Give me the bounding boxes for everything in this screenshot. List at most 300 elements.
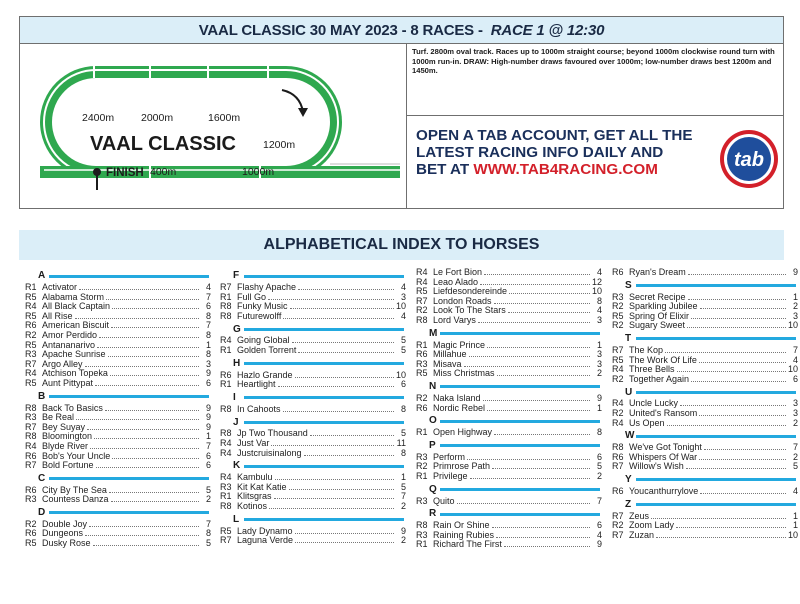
horse-number: 6 — [205, 301, 211, 312]
race-number: R3 — [416, 495, 428, 506]
horse-name: The Work Of Life — [629, 354, 697, 365]
leader-dots — [304, 450, 394, 456]
horse-number: 8 — [400, 447, 406, 458]
race-number: R7 — [612, 529, 624, 540]
race-number: R8 — [220, 403, 232, 414]
horse-number: 5 — [596, 461, 602, 472]
race-number: R6 — [25, 450, 37, 461]
leader-dots — [691, 376, 786, 382]
index-column-2 — [220, 268, 406, 546]
horse-name: Kotinos — [237, 500, 268, 511]
race-number: R5 — [25, 339, 37, 350]
race-number: R7 — [25, 358, 37, 369]
race-number: R8 — [220, 500, 232, 511]
leader-dots — [93, 540, 199, 546]
letter-group — [220, 357, 406, 390]
horse-name: United's Ransom — [629, 407, 698, 418]
horse-number: 3 — [792, 407, 798, 418]
leader-dots — [85, 361, 199, 367]
letter-group — [416, 483, 602, 507]
race-number: R5 — [220, 525, 232, 536]
horse-number: 9 — [792, 267, 798, 277]
leader-dots — [269, 503, 394, 509]
horse-number: 10 — [592, 286, 603, 297]
race-number: R5 — [25, 291, 37, 302]
letter-divider — [636, 478, 796, 481]
horse-number: 7 — [205, 291, 211, 302]
race-number: R6 — [220, 369, 232, 380]
horse-name: London Roads — [433, 295, 492, 306]
race-number: R7 — [25, 460, 37, 471]
letter-divider — [440, 488, 600, 491]
race-number: R3 — [416, 451, 428, 462]
horse-name: Rain Or Shine — [433, 520, 490, 531]
leader-dots — [457, 498, 590, 504]
letter-group — [25, 269, 211, 389]
race-number: R4 — [612, 398, 624, 409]
leader-dots — [271, 440, 394, 446]
leader-dots — [487, 342, 590, 348]
letter-group — [25, 506, 211, 549]
index-column-4 — [612, 268, 798, 540]
leader-dots — [487, 405, 590, 411]
letter-heading — [612, 385, 798, 399]
race-number: R3 — [25, 349, 37, 360]
marker-400m: 400m — [150, 166, 177, 178]
leader-dots — [464, 361, 590, 367]
index-column-3 — [416, 268, 602, 550]
letter-heading — [220, 415, 406, 429]
leader-dots — [478, 317, 590, 323]
horse-entry — [416, 472, 602, 482]
leader-dots — [496, 532, 590, 538]
horse-name: Sugary Sweet — [629, 320, 686, 331]
horse-name: Le Fort Bion — [433, 267, 483, 277]
leader-dots — [699, 357, 786, 363]
horse-name: Blyde River — [42, 440, 89, 451]
letter-group — [220, 322, 406, 355]
horse-number: 4 — [205, 282, 211, 292]
race-number: R3 — [416, 358, 428, 369]
letter-group — [25, 390, 211, 471]
horse-number: 10 — [788, 320, 799, 331]
horse-number: 5 — [792, 461, 798, 472]
horse-number: 7 — [205, 440, 211, 451]
race-number: R4 — [25, 440, 37, 451]
letter-divider — [440, 513, 600, 516]
horse-number: 11 — [396, 437, 406, 448]
leader-dots — [651, 513, 786, 519]
horse-name: Youcanthurrylove — [629, 485, 699, 496]
letter-label: J — [233, 416, 239, 428]
race-number: R2 — [612, 520, 624, 531]
race-number: R1 — [416, 470, 428, 481]
letter-label: N — [429, 381, 437, 393]
horse-number: 3 — [792, 398, 798, 409]
letter-label: D — [38, 507, 46, 519]
letter-heading — [416, 380, 602, 394]
leader-dots — [680, 400, 786, 406]
horse-name: In Cahoots — [237, 403, 281, 414]
letter-divider — [244, 396, 404, 399]
letter-label: Z — [625, 498, 632, 510]
track-diagram — [20, 44, 406, 209]
race-number: R4 — [416, 267, 428, 277]
letter-divider — [244, 465, 404, 468]
horse-name: Quito — [433, 495, 455, 506]
race-number: R5 — [25, 310, 37, 321]
horse-name: Us Open — [629, 417, 665, 428]
letter-label: R — [429, 508, 437, 520]
letter-label: Y — [625, 474, 632, 486]
horse-name: Activator — [42, 282, 78, 292]
race-number: R1 — [416, 539, 428, 550]
race-number: R6 — [416, 349, 428, 360]
horse-name: Bold Fortune — [42, 460, 94, 471]
leader-dots — [497, 370, 590, 376]
leader-dots — [509, 288, 590, 294]
horse-name: Spring Of Elixir — [629, 310, 690, 321]
race-number: R4 — [220, 335, 232, 346]
horse-name: Lady Dynamo — [237, 525, 293, 536]
horse-name: Alabama Storm — [42, 291, 105, 302]
leader-dots — [85, 530, 199, 536]
letter-group — [416, 327, 602, 379]
horse-number: 7 — [400, 491, 406, 502]
horse-number: 9 — [400, 525, 406, 536]
horse-number: 9 — [596, 392, 602, 403]
letter-heading — [416, 414, 602, 428]
letter-label: G — [233, 323, 241, 335]
horse-number: 9 — [205, 368, 211, 379]
leader-dots — [76, 414, 199, 420]
letter-divider — [636, 284, 796, 287]
leader-dots — [94, 433, 199, 439]
race-number: R5 — [25, 377, 37, 388]
promo-line-1: OPEN A TAB ACCOUNT, GET ALL THE — [416, 127, 693, 144]
race-number: R6 — [25, 484, 37, 495]
race-number: R3 — [612, 291, 624, 302]
letter-divider — [244, 362, 404, 365]
race-number: R2 — [25, 329, 37, 340]
letter-heading — [612, 332, 798, 346]
leader-dots — [295, 372, 394, 378]
letter-divider — [440, 385, 600, 388]
race-number: R8 — [612, 442, 624, 453]
horse-number: 6 — [596, 451, 602, 462]
horse-number: 1 — [205, 339, 211, 350]
race-number: R1 — [220, 291, 232, 302]
horse-number: 7 — [205, 518, 211, 529]
horse-number: 6 — [205, 450, 211, 461]
leader-dots — [274, 493, 394, 499]
letter-label: U — [625, 386, 633, 398]
leader-dots — [688, 269, 786, 275]
horse-entry — [612, 321, 798, 331]
horse-name: Bey Suyay — [42, 421, 86, 432]
marker-2400m: 2400m — [82, 112, 115, 124]
race-number: R6 — [25, 320, 37, 331]
horse-number: 8 — [205, 528, 211, 539]
letter-label: W — [625, 430, 635, 442]
horse-number: 8 — [205, 329, 211, 340]
horse-number: 2 — [400, 535, 406, 546]
leader-dots — [90, 443, 199, 449]
letter-label: T — [625, 333, 632, 345]
horse-entry — [612, 487, 798, 497]
letter-label: H — [233, 357, 241, 369]
race-number: R3 — [25, 412, 37, 423]
horse-number: 1 — [792, 520, 798, 531]
horse-number: 10 — [396, 369, 407, 380]
horse-name: Justcruisinalong — [237, 447, 302, 458]
leader-dots — [484, 269, 590, 275]
letter-divider — [49, 275, 209, 278]
horse-name: Bob's Your Uncle — [42, 450, 111, 461]
letter-heading — [612, 429, 798, 443]
leader-dots — [492, 463, 590, 469]
horse-number: 3 — [400, 291, 406, 302]
horse-number: 2 — [792, 451, 798, 462]
leader-dots — [687, 322, 786, 328]
horse-name: Zeus — [629, 510, 650, 521]
leader-dots — [89, 521, 199, 527]
race-number: R1 — [416, 427, 428, 438]
marker-2000m: 2000m — [141, 112, 174, 124]
letter-group — [25, 472, 211, 505]
race-number: R7 — [416, 295, 428, 306]
horse-number: 3 — [596, 358, 602, 369]
letter-heading — [612, 279, 798, 293]
race-number: R2 — [25, 518, 37, 529]
letter-group — [416, 507, 602, 550]
horse-name: Liefdesondereinde — [433, 286, 508, 297]
leader-dots — [467, 454, 590, 460]
letter-heading — [25, 390, 211, 404]
horse-number: 1 — [400, 472, 406, 483]
leader-dots — [75, 313, 199, 319]
horse-name: Raining Rubies — [433, 529, 495, 540]
letter-group — [220, 513, 406, 546]
horse-number: 3 — [596, 349, 602, 360]
letter-heading — [612, 498, 798, 512]
horse-number: 8 — [596, 427, 602, 438]
letter-heading — [220, 513, 406, 527]
leader-dots — [480, 279, 590, 285]
letter-divider — [636, 337, 796, 340]
horse-name: American Biscuit — [42, 320, 110, 331]
horse-name: Nordic Rebel — [433, 402, 486, 413]
promo-url-link[interactable]: WWW.TAB4RACING.COM — [473, 161, 658, 178]
horse-name: Futurewolff — [237, 310, 282, 321]
race-number: R5 — [416, 368, 428, 379]
race-number: R7 — [612, 510, 624, 521]
promo-line-3-prefix: BET AT — [416, 161, 474, 178]
horse-name: City By The Sea — [42, 484, 107, 495]
horse-number: 7 — [792, 344, 798, 355]
horse-number: 5 — [205, 538, 211, 549]
horse-number: 5 — [400, 428, 406, 439]
horse-number: 9 — [205, 402, 211, 413]
horse-name: Primrose Path — [433, 461, 491, 472]
letter-divider — [440, 420, 600, 423]
letter-group — [416, 414, 602, 438]
race-number: R4 — [220, 437, 232, 448]
race-info-panel — [406, 44, 783, 209]
horse-name: Funky Music — [237, 301, 288, 312]
leader-dots — [700, 303, 786, 309]
horse-number: 5 — [400, 481, 406, 492]
race-title-bar — [20, 17, 783, 44]
horse-number: 6 — [205, 377, 211, 388]
letter-divider — [636, 391, 796, 394]
horse-number: 5 — [400, 335, 406, 346]
leader-dots — [109, 487, 199, 493]
leader-dots — [310, 430, 394, 436]
letter-group — [220, 391, 406, 415]
race-number: R7 — [612, 461, 624, 472]
leader-dots — [283, 406, 394, 412]
race-number: R8 — [25, 402, 37, 413]
leader-dots — [494, 429, 590, 435]
horse-name: Aunt Pittypat — [42, 377, 94, 388]
letter-group — [220, 269, 406, 321]
leader-dots — [470, 473, 590, 479]
horse-name: Secret Recipe — [629, 291, 686, 302]
tab-logo-icon — [719, 129, 779, 189]
horse-number: 9 — [205, 412, 211, 423]
horse-number: 1 — [596, 402, 602, 413]
race-number: R8 — [416, 520, 428, 531]
letter-label: Q — [429, 483, 437, 495]
horse-number: 8 — [205, 349, 211, 360]
letter-heading — [416, 483, 602, 497]
horse-entry — [416, 497, 602, 507]
horse-number: 7 — [205, 320, 211, 331]
horse-entry — [612, 268, 798, 278]
horse-number: 10 — [788, 529, 799, 540]
race-number: R8 — [25, 431, 37, 442]
horse-name: Naka Island — [433, 392, 481, 403]
letter-heading — [416, 439, 602, 453]
leader-dots — [111, 322, 199, 328]
race-number: R2 — [612, 320, 624, 331]
horse-number: 4 — [792, 354, 798, 365]
letter-heading — [25, 472, 211, 486]
horse-name: Uncle Lucky — [629, 398, 679, 409]
letter-heading — [220, 322, 406, 336]
leader-dots — [298, 284, 394, 290]
track-description: Turf. 2800m oval track. Races up to 1000m straight course; beyond 1000m clockwise round turn with 1000m run-in. DRAW: High-number draws favoured over 1000m; low-number draws best 1200m and 1450m. — [412, 47, 775, 76]
leader-dots — [691, 313, 786, 319]
horse-number: 1 — [792, 291, 798, 302]
horse-number: 2 — [205, 494, 211, 505]
letter-heading — [25, 506, 211, 520]
horse-name: Atchison Topeka — [42, 368, 108, 379]
letter-heading — [416, 327, 602, 341]
marker-1200m: 1200m — [263, 139, 296, 151]
horse-number: 2 — [596, 368, 602, 379]
letter-divider — [636, 503, 796, 506]
letter-label: A — [38, 270, 46, 282]
race-number: R4 — [612, 364, 624, 375]
race-number: R1 — [220, 491, 232, 502]
letter-divider — [49, 477, 209, 480]
horse-number: 10 — [396, 301, 407, 312]
leader-dots — [298, 347, 394, 353]
horse-number: 4 — [400, 310, 406, 321]
race-header-panel — [19, 16, 784, 209]
leader-dots — [289, 484, 394, 490]
horse-name: Antananarivo — [42, 339, 96, 350]
leader-dots — [108, 351, 199, 357]
leader-dots — [665, 347, 786, 353]
horse-number: 9 — [596, 539, 602, 550]
race-number: R4 — [220, 472, 232, 483]
letter-divider — [244, 421, 404, 424]
horse-name: Laguna Verde — [237, 535, 294, 546]
horse-number: 4 — [400, 282, 406, 292]
leader-dots — [677, 366, 786, 372]
horse-name: Be Real — [42, 412, 75, 423]
letter-group — [416, 380, 602, 413]
horse-name: Hazlo Grande — [237, 369, 293, 380]
horse-name: Double Joy — [42, 518, 88, 529]
horse-name: Zoom Lady — [629, 520, 675, 531]
race-number: R2 — [612, 373, 624, 384]
letter-label: B — [38, 390, 46, 402]
letter-label: S — [625, 279, 632, 291]
letter-heading — [25, 269, 211, 283]
race-number: R6 — [25, 528, 37, 539]
letter-divider — [244, 518, 404, 521]
horse-entry — [25, 539, 211, 549]
promo-line-3 — [416, 161, 692, 178]
horse-number: 2 — [400, 500, 406, 511]
letter-divider — [636, 435, 796, 438]
letter-label: I — [233, 391, 236, 403]
horse-name: Millahue — [433, 349, 467, 360]
letter-heading — [416, 507, 602, 521]
horse-number: 6 — [596, 520, 602, 531]
meeting-title: VAAL CLASSIC 30 MAY 2023 - 8 RACES - — [198, 21, 487, 39]
horse-name: All Rise — [42, 310, 73, 321]
letter-group — [220, 459, 406, 511]
race-number: R2 — [416, 392, 428, 403]
marker-1000m: 1000m — [242, 166, 275, 178]
leader-dots — [295, 528, 394, 534]
race-number: R1 — [220, 379, 232, 390]
tab-promo — [416, 127, 692, 178]
race-number: R4 — [416, 276, 428, 287]
letter-label: O — [429, 415, 437, 427]
letter-label: P — [429, 439, 436, 451]
horse-name: The Kop — [629, 344, 664, 355]
horse-entry — [25, 379, 211, 389]
leader-dots — [492, 522, 590, 528]
horse-number: 6 — [792, 373, 798, 384]
horse-name: Countess Danza — [42, 494, 109, 505]
horse-entry — [612, 419, 798, 429]
letter-divider — [49, 511, 209, 514]
leader-dots — [469, 351, 590, 357]
race-number: R7 — [25, 421, 37, 432]
leader-dots — [97, 342, 199, 348]
marker-1600m: 1600m — [208, 112, 241, 124]
leader-dots — [494, 298, 590, 304]
race-number: R5 — [612, 354, 624, 365]
horse-name: Ryan's Dream — [629, 267, 686, 277]
